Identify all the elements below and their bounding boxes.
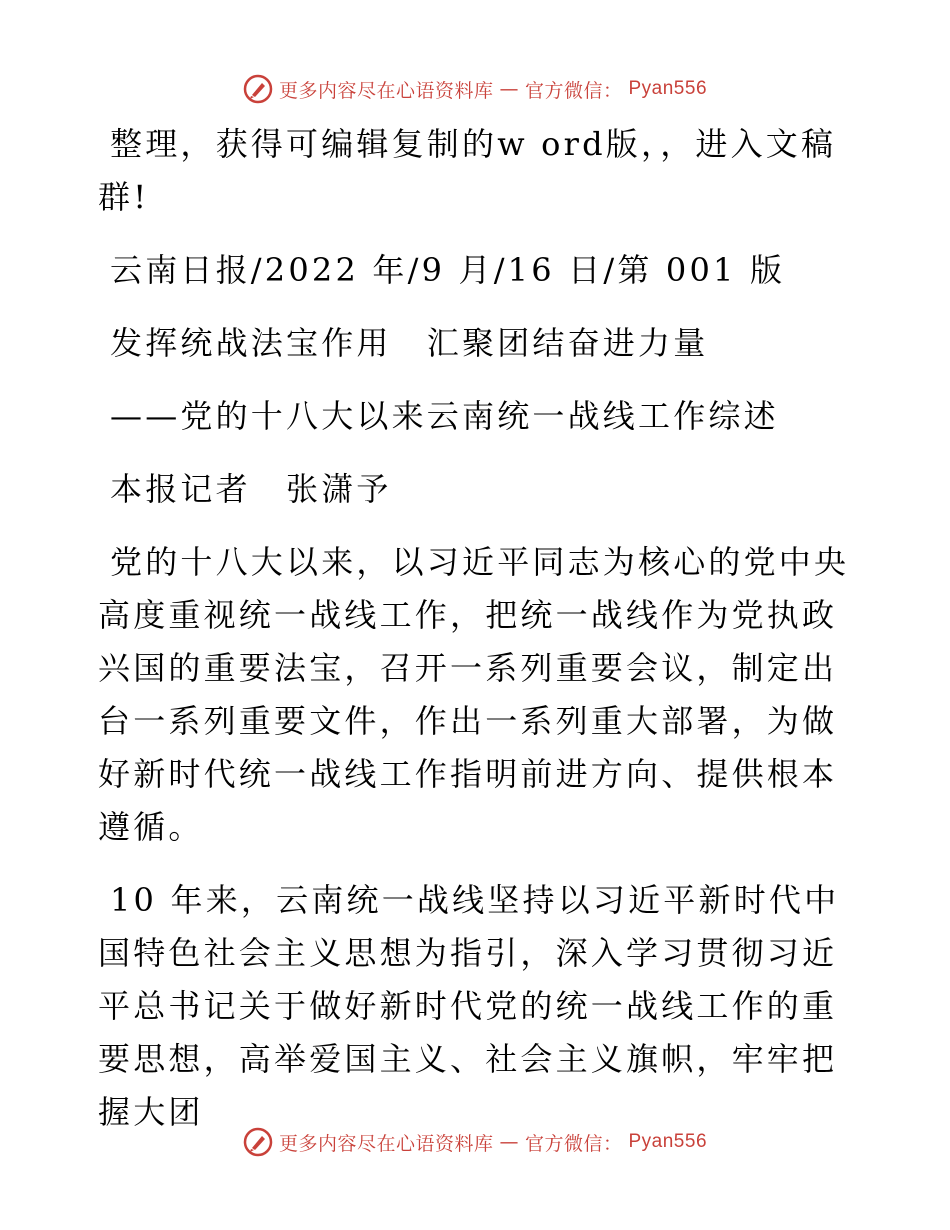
paragraph-1: 党的十八大以来，以习近平同志为核心的党中央高度重视统一战线工作，把统一战线作为党执政兴国的重要法宝，召开一系列重要会议，制定出台一系列重要文件，作出一系列重大部署，为做好新时代统一战线工作指明前进方向、提供根本遵循。 <box>98 543 850 846</box>
watermark-dash: — <box>499 1131 519 1153</box>
source-line: 云南日报/2022 年/9 月/16 日/第 001 版 <box>110 251 786 289</box>
watermark-site-name: 更多内容尽在心语资料库 <box>278 1132 494 1155</box>
watermark-dash: — <box>499 78 519 100</box>
footer-watermark <box>0 1125 950 1159</box>
intro-text: 整理，获得可编辑复制的w ord版，，进入文稿群! <box>98 125 837 216</box>
byline: 本报记者 张潇予 <box>110 470 392 508</box>
header-watermark <box>0 72 950 106</box>
watermark-wechat-id: Pyan556 <box>628 78 708 99</box>
watermark-wechat-label: 官方微信： <box>524 1132 623 1155</box>
headline: 发挥统战法宝作用 汇聚团结奋进力量 <box>110 324 709 362</box>
watermark-wechat-label: 官方微信： <box>524 79 623 102</box>
watermark-wechat-id: Pyan556 <box>628 1131 708 1152</box>
logo-icon <box>243 1127 273 1157</box>
paragraph-2: 10 年来，云南统一战线坚持以习近平新时代中国特色社会主义思想为指引，深入学习贯彻习近平总书记关于做好新时代党的统一战线工作的重要思想，高举爱国主义、社会主义旗帜，牢牢把握大团 <box>98 881 840 1131</box>
logo-icon <box>243 74 273 104</box>
watermark-site-name: 更多内容尽在心语资料库 <box>278 79 494 102</box>
subheadline: ——党的十八大以来云南统一战线工作综述 <box>110 397 779 435</box>
document-body <box>98 118 858 1139</box>
